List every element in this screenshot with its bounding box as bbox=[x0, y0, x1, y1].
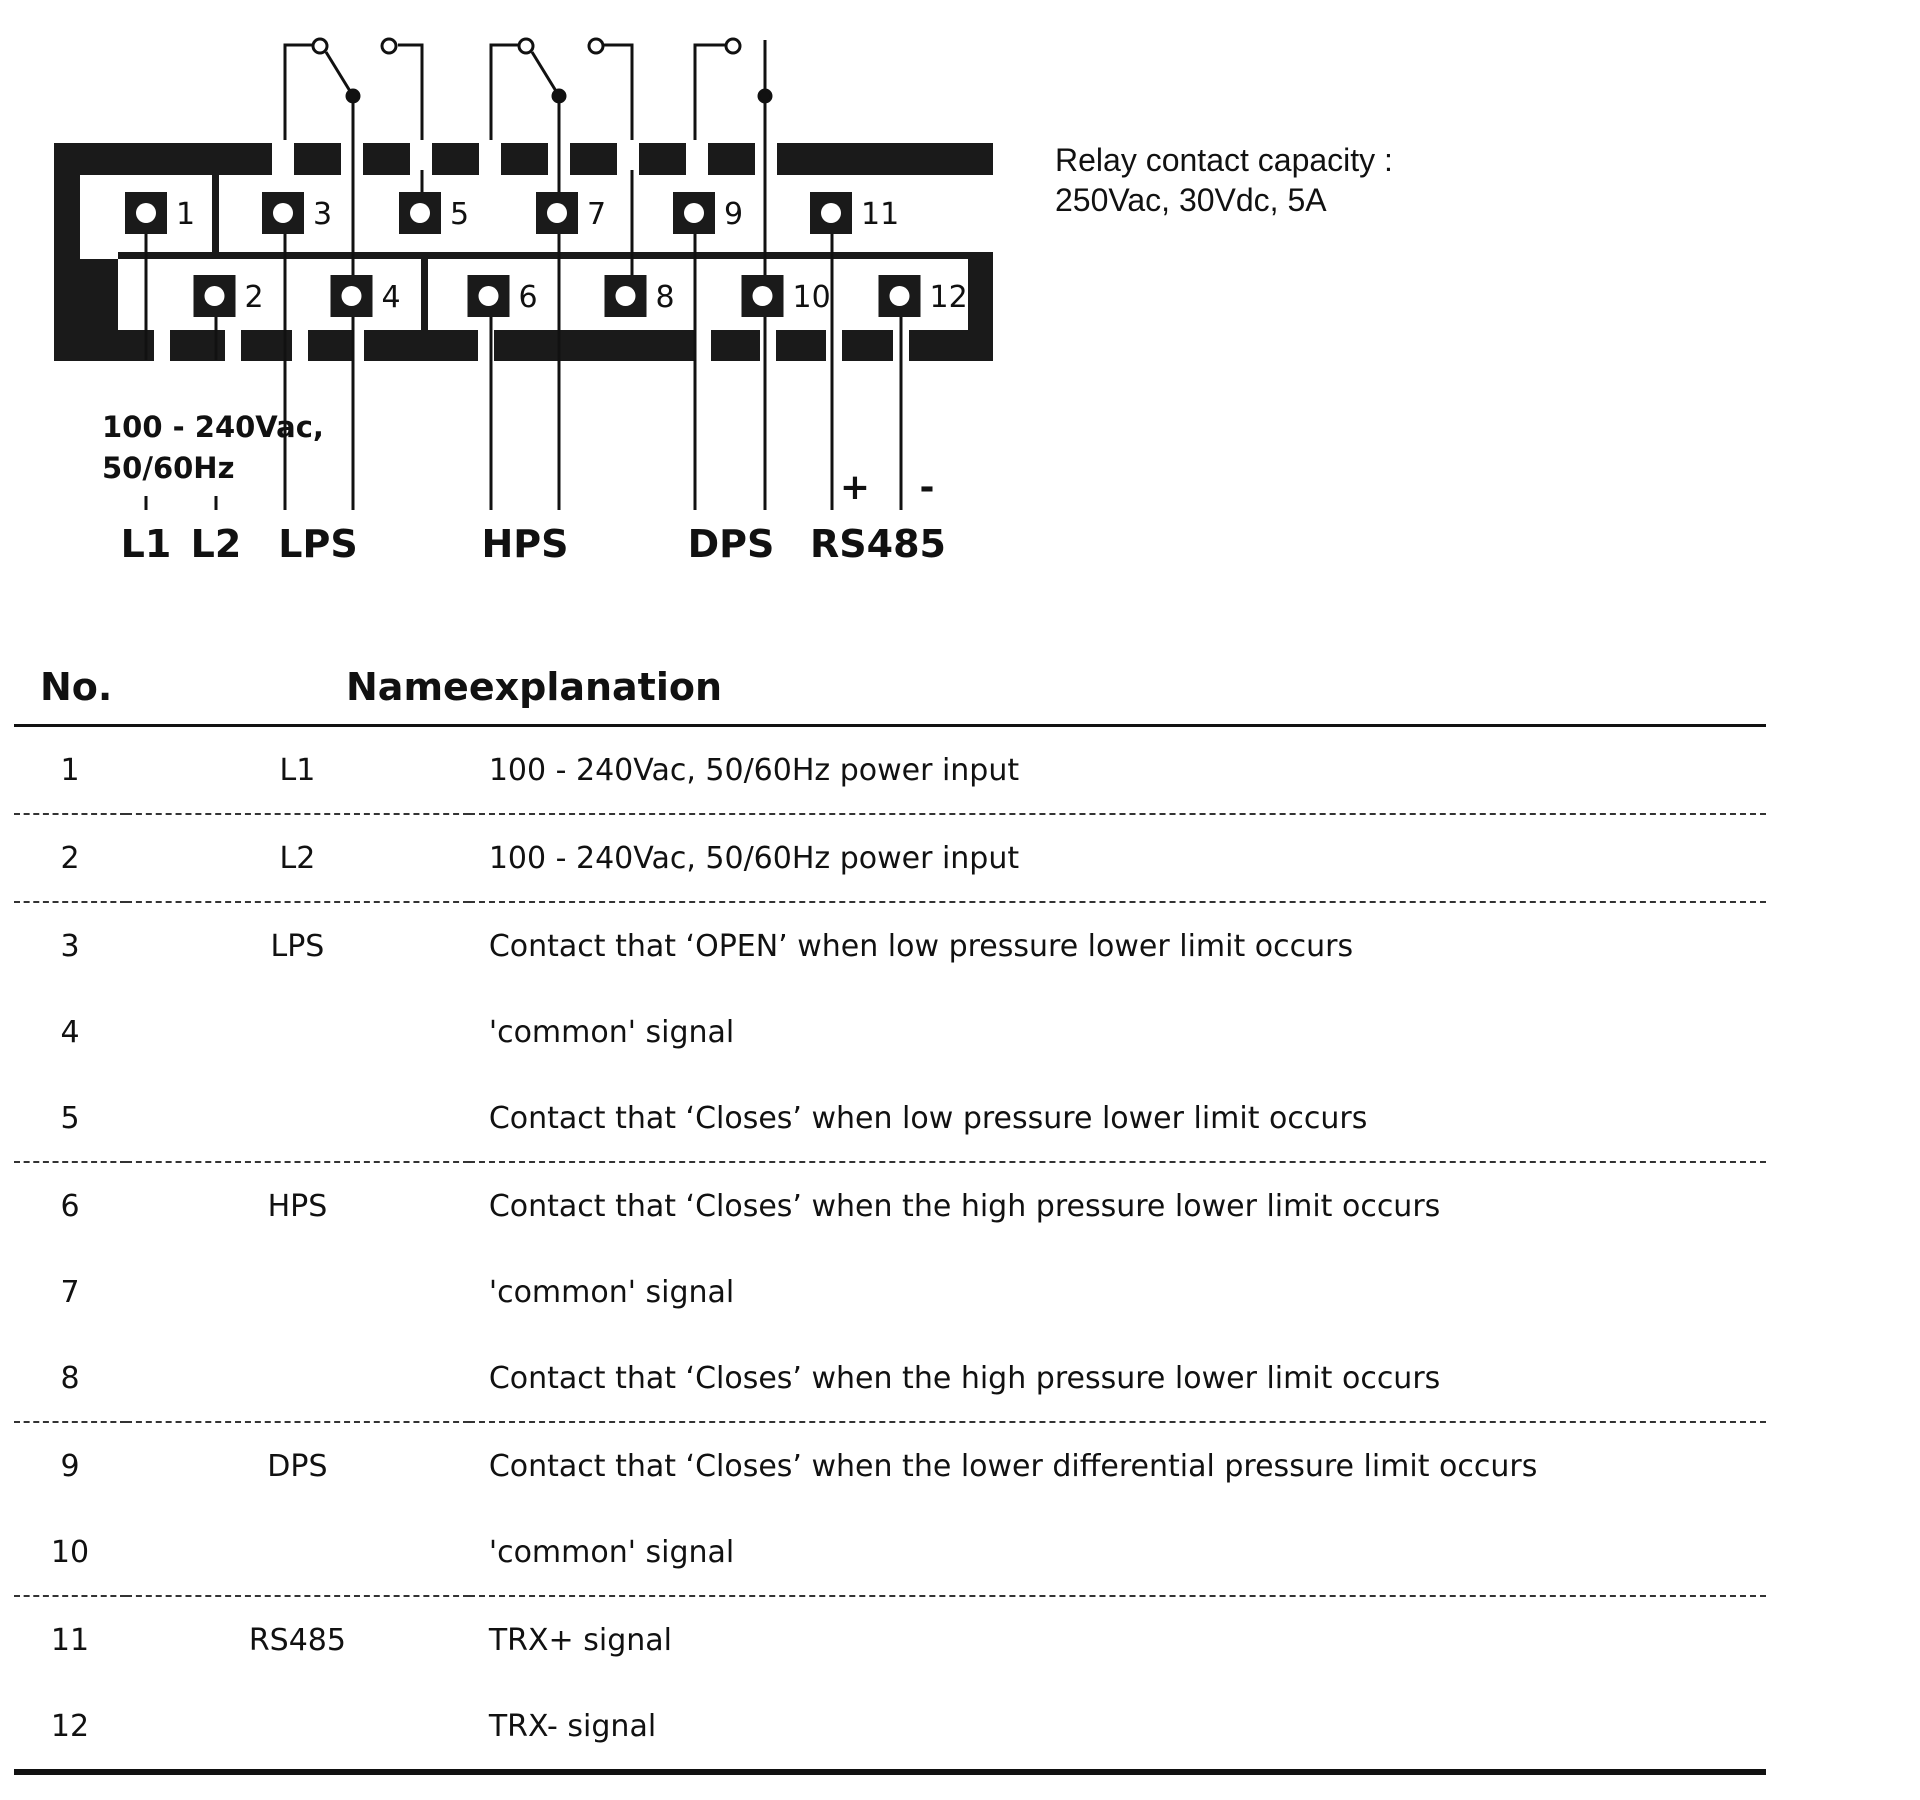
cell-name bbox=[126, 989, 469, 1075]
cell-no: 12 bbox=[14, 1683, 126, 1772]
terminal-8-number: 8 bbox=[655, 280, 675, 315]
terminal-12-number: 12 bbox=[929, 280, 968, 315]
table-row bbox=[14, 726, 1766, 815]
group-label-lps: LPS bbox=[278, 522, 358, 566]
table-row bbox=[14, 1249, 1766, 1335]
cell-name: L2 bbox=[126, 814, 469, 902]
terminal-10-screw-head bbox=[753, 286, 773, 306]
cell-name bbox=[126, 1075, 469, 1162]
cell-no: 7 bbox=[60, 1274, 80, 1310]
group-label-dps: DPS bbox=[687, 522, 775, 566]
cell-name: LPS bbox=[126, 902, 469, 989]
cell-name bbox=[126, 1509, 469, 1596]
terminal-12-screw-head bbox=[890, 286, 910, 306]
cell-name: L1 bbox=[279, 752, 316, 788]
cell-no: 6 bbox=[14, 1162, 126, 1249]
terminal-4-number: 4 bbox=[381, 280, 401, 315]
cell-explanation: Contact that ‘Closes’ when low pressure lower limit occurs bbox=[488, 1100, 1368, 1136]
hps-relay-switch bbox=[491, 39, 632, 213]
cell-no: 3 bbox=[14, 902, 126, 989]
cell-name bbox=[126, 1249, 469, 1335]
cell-no: 11 bbox=[14, 1596, 126, 1683]
terminal-7-number: 7 bbox=[587, 197, 607, 232]
cell-explanation: 'common' signal bbox=[488, 1534, 735, 1570]
group-label-l1: L1 bbox=[120, 522, 172, 566]
cell-explanation: 'common' signal bbox=[488, 1274, 735, 1310]
terminal-2-number: 2 bbox=[244, 280, 264, 315]
rs485-plus-label: + bbox=[839, 467, 871, 508]
terminal-2-screw-head bbox=[205, 286, 225, 306]
table-header-row bbox=[14, 650, 1766, 726]
terminal-7-screw-head bbox=[547, 203, 567, 223]
header-name: Name bbox=[126, 650, 469, 726]
cell-explanation: Contact that ‘Closes’ when the high pressure lower limit occurs bbox=[488, 1360, 1441, 1396]
header-explanation: explanation bbox=[469, 650, 1766, 726]
table-row bbox=[14, 1683, 1766, 1772]
terminal-5-screw-head bbox=[410, 203, 430, 223]
terminal-block-housing bbox=[54, 143, 993, 361]
rs485-minus-label: - bbox=[919, 467, 935, 508]
group-label-rs485: RS485 bbox=[810, 522, 946, 566]
terminal-3-number: 3 bbox=[313, 197, 333, 232]
terminal-6-screw-head bbox=[479, 286, 499, 306]
terminal-table bbox=[14, 650, 1766, 1775]
table-row bbox=[14, 1422, 1766, 1509]
terminal-1-screw-head bbox=[136, 203, 156, 223]
cell-no: 2 bbox=[14, 814, 126, 902]
cell-no: 8 bbox=[60, 1360, 80, 1396]
cell-name: HPS bbox=[126, 1162, 469, 1249]
header-no: No. bbox=[14, 650, 126, 726]
cell-name bbox=[126, 1335, 469, 1422]
relay-capacity-title: Relay contact capacity : bbox=[1055, 142, 1393, 178]
relay-capacity-value: 250Vac, 30Vdc, 5A bbox=[1055, 182, 1327, 218]
terminal-3-screw-head bbox=[273, 203, 293, 223]
terminal-11-screw-head bbox=[821, 203, 841, 223]
table-row bbox=[14, 902, 1766, 989]
terminal-11-number: 11 bbox=[861, 197, 900, 232]
terminal-9-screw-head bbox=[684, 203, 704, 223]
cell-explanation: 100 - 240Vac, 50/60Hz power input bbox=[488, 752, 1020, 788]
cell-explanation: 'common' signal bbox=[488, 1014, 735, 1050]
cell-explanation: Contact that ‘OPEN’ when low pressure lower limit occurs bbox=[469, 902, 1766, 989]
cell-name: DPS bbox=[126, 1422, 469, 1509]
table-row bbox=[14, 814, 1766, 902]
table-row bbox=[14, 989, 1766, 1075]
supply-label-line1: 100 - 240Vac, bbox=[102, 410, 324, 444]
group-label-hps: HPS bbox=[481, 522, 569, 566]
cell-name: RS485 bbox=[126, 1596, 469, 1683]
table-row bbox=[14, 1596, 1766, 1683]
cell-explanation: TRX+ signal bbox=[469, 1596, 1766, 1683]
terminal-8-screw-head bbox=[616, 286, 636, 306]
cell-explanation: Contact that ‘Closes’ when the high pressure lower limit occurs bbox=[469, 1162, 1766, 1249]
terminal-4-screw-head bbox=[342, 286, 362, 306]
cell-explanation: 100 - 240Vac, 50/60Hz power input bbox=[469, 814, 1766, 902]
table-row bbox=[14, 1335, 1766, 1422]
cell-no: 1 bbox=[60, 752, 80, 788]
terminal-1-number: 1 bbox=[176, 197, 196, 232]
terminal-9-number: 9 bbox=[724, 197, 744, 232]
cell-no: 10 bbox=[50, 1534, 90, 1570]
terminal-6-number: 6 bbox=[518, 280, 538, 315]
terminal-5-number: 5 bbox=[450, 197, 470, 232]
cell-name bbox=[126, 1683, 469, 1772]
cell-explanation: Contact that ‘Closes’ when the lower differential pressure limit occurs bbox=[469, 1422, 1766, 1509]
supply-label-line2: 50/60Hz bbox=[102, 451, 235, 485]
cell-no: 4 bbox=[60, 1014, 80, 1050]
terminal-block-diagram bbox=[0, 0, 1060, 590]
table-row bbox=[14, 1162, 1766, 1249]
table-row bbox=[14, 1509, 1766, 1596]
cell-explanation: TRX- signal bbox=[469, 1683, 1766, 1772]
group-label-l2: L2 bbox=[190, 522, 242, 566]
cell-no: 9 bbox=[14, 1422, 126, 1509]
terminal-10-number: 10 bbox=[792, 280, 831, 315]
cell-no: 5 bbox=[60, 1100, 80, 1136]
table-row bbox=[14, 1075, 1766, 1162]
